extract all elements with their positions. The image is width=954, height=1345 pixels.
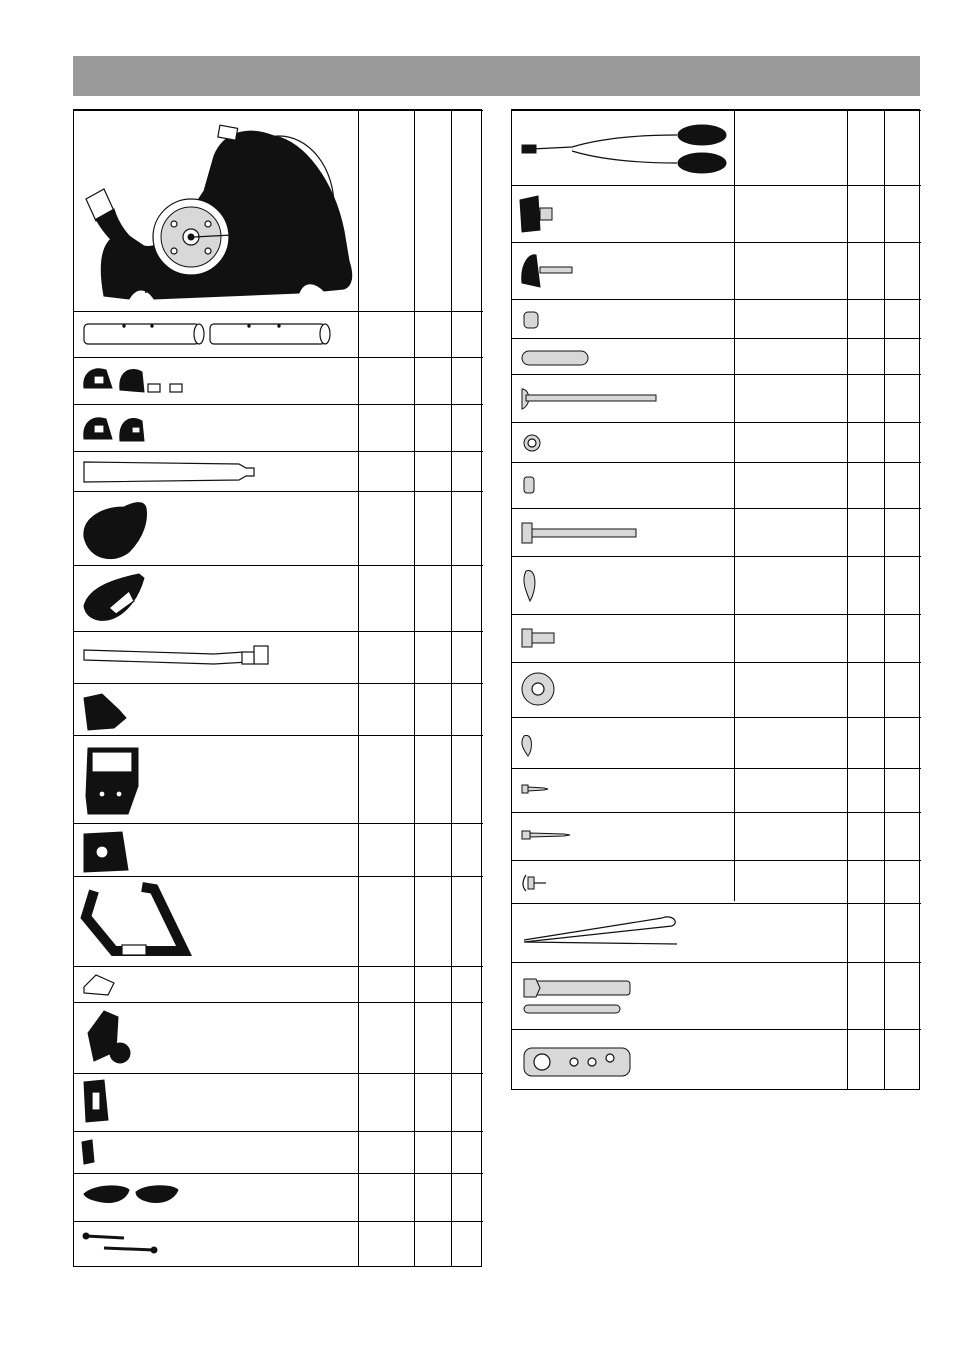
- cover-plate-icon: [74, 1074, 358, 1132]
- part-row: [512, 768, 921, 812]
- large-washer-icon: [512, 663, 734, 718]
- washer-icon: [512, 423, 734, 463]
- part-row: [512, 1029, 921, 1091]
- wire-tool-icon: [512, 904, 847, 963]
- saddle-icon: [74, 492, 358, 566]
- part-row: [74, 565, 483, 631]
- part-row: [74, 631, 483, 683]
- main-frame-icon: [74, 111, 358, 312]
- carriage-bolt-icon: [512, 375, 734, 423]
- hex-bolt-long-icon: [512, 509, 734, 557]
- stabilizer-tubes-icon: [74, 312, 358, 358]
- part-row: [74, 491, 483, 565]
- part-row: [512, 508, 921, 556]
- t-knob-icon: [512, 243, 734, 300]
- part-row: [74, 357, 483, 404]
- cap-nut-icon: [512, 463, 734, 509]
- part-row: [512, 662, 921, 717]
- small-cover-icon: [74, 1132, 358, 1174]
- part-row: [74, 876, 483, 966]
- part-row: [512, 338, 921, 374]
- socket-wrench-icon: [512, 963, 847, 1030]
- end-caps-icon: [74, 405, 358, 452]
- part-row: [512, 422, 921, 462]
- part-row: [74, 110, 483, 311]
- part-row: [512, 717, 921, 768]
- small-spring-washer-icon: [512, 718, 734, 769]
- part-row: [512, 242, 921, 299]
- cable-tie-icon: [512, 861, 734, 904]
- multi-wrench-icon: [512, 1030, 847, 1092]
- spring-washer-icon: [512, 557, 734, 615]
- part-row: [512, 462, 921, 508]
- part-row: [512, 614, 921, 662]
- part-row: [512, 903, 921, 962]
- clamp-icon: [74, 967, 358, 1003]
- part-row: [74, 1131, 483, 1173]
- seat-post-icon: [74, 452, 358, 492]
- slider-cover-icon: [74, 684, 358, 736]
- small-screw-icon: [512, 769, 734, 813]
- part-row: [74, 966, 483, 1002]
- part-row: [512, 812, 921, 860]
- part-row: [74, 823, 483, 876]
- part-row: [74, 1002, 483, 1073]
- saddle-underside-icon: [74, 566, 358, 632]
- console-icon: [74, 736, 358, 824]
- adjustment-knob-icon: [512, 186, 734, 243]
- part-row: [512, 299, 921, 338]
- end-caps-with-wheels-icon: [74, 358, 358, 405]
- pedal-straps-icon: [74, 1222, 358, 1268]
- seat-slider-bar-icon: [74, 632, 358, 684]
- part-row: [512, 185, 921, 242]
- pedals-icon: [74, 1174, 358, 1222]
- part-row: [74, 311, 483, 357]
- part-row: [74, 404, 483, 451]
- part-row: [512, 860, 921, 903]
- parts-table-left: [73, 109, 482, 1267]
- part-row: [74, 1173, 483, 1221]
- part-row: [74, 451, 483, 491]
- part-row: [74, 735, 483, 823]
- long-screw-icon: [512, 813, 734, 861]
- part-row: [512, 374, 921, 422]
- pulse-sensor-cable-icon: [512, 111, 734, 186]
- part-row: [512, 110, 921, 185]
- part-row: [512, 962, 921, 1029]
- part-row: [512, 556, 921, 614]
- sleeve-icon: [512, 339, 734, 375]
- part-row: [74, 1073, 483, 1131]
- part-row: [74, 1221, 483, 1267]
- parts-table-right: [511, 109, 920, 1090]
- part-row: [74, 683, 483, 735]
- hex-bolt-short-icon: [512, 615, 734, 663]
- adjustment-knob-housing-icon: [74, 1003, 358, 1074]
- console-cover-icon: [74, 824, 358, 877]
- handlebar-icon: [74, 877, 358, 967]
- spacer-icon: [512, 300, 734, 339]
- header-bar: [73, 56, 920, 96]
